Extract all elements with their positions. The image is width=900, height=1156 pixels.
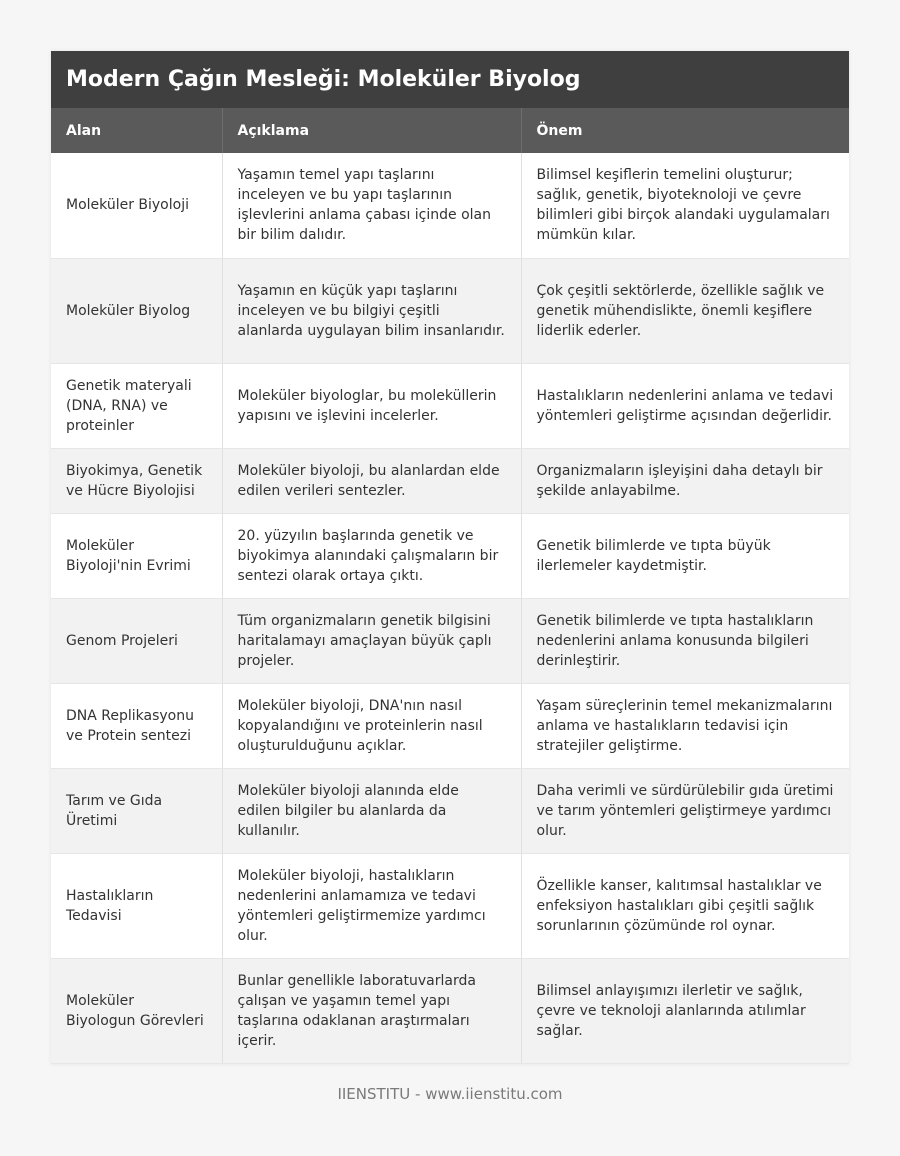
table-row	[51, 768, 849, 853]
cell-aciklama: 20. yüzyılın başlarında genetik ve biyokimya alanındaki çalışmaların bir sentezi olarak ortaya çıktı.	[222, 513, 521, 598]
cell-onem: Çok çeşitli sektörlerde, özellikle sağlık ve genetik mühendislikte, önemli keşiflere liderlik ederler.	[521, 258, 849, 363]
cell-onem: Genetik bilimlerde ve tıpta hastalıkların nedenlerini anlama konusunda bilgileri derinleştirir.	[521, 598, 849, 683]
cell-alan: Genetik materyali (DNA, RNA) ve proteinler	[51, 363, 222, 448]
cell-onem: Daha verimli ve sürdürülebilir gıda üretimi ve tarım yöntemleri geliştirmeye yardımcı olur.	[521, 768, 849, 853]
table-row	[51, 853, 849, 958]
page-title: Modern Çağın Mesleği: Moleküler Biyolog	[51, 51, 849, 108]
table-row	[51, 448, 849, 513]
table-row	[51, 363, 849, 448]
data-table	[51, 108, 849, 1064]
cell-alan: Moleküler Biyoloji'nin Evrimi	[51, 513, 222, 598]
cell-onem: Yaşam süreçlerinin temel mekanizmalarını anlama ve hastalıkların tedavisi için stratejiler geliştirme.	[521, 683, 849, 768]
column-header-aciklama: Açıklama	[222, 108, 521, 153]
footer-credit: IIENSTITU - www.iienstitu.com	[337, 1085, 563, 1103]
table-row	[51, 958, 849, 1063]
cell-alan: Genom Projeleri	[51, 598, 222, 683]
cell-alan: Biyokimya, Genetik ve Hücre Biyolojisi	[51, 448, 222, 513]
table-header	[51, 108, 849, 153]
cell-onem: Organizmaların işleyişini daha detaylı bir şekilde anlayabilme.	[521, 448, 849, 513]
header-row	[51, 108, 849, 153]
cell-aciklama: Moleküler biyoloji alanında elde edilen bilgiler bu alanlarda da kullanılır.	[222, 768, 521, 853]
cell-onem: Genetik bilimlerde ve tıpta büyük ilerlemeler kaydetmiştir.	[521, 513, 849, 598]
cell-aciklama: Tüm organizmaların genetik bilgisini haritalamayı amaçlayan büyük çaplı projeler.	[222, 598, 521, 683]
cell-aciklama: Moleküler biyoloji, bu alanlardan elde edilen verileri sentezler.	[222, 448, 521, 513]
cell-aciklama: Yaşamın en küçük yapı taşlarını inceleyen ve bu bilgiyi çeşitli alanlarda uygulayan bilim insanlarıdır.	[222, 258, 521, 363]
cell-alan: DNA Replikasyonu ve Protein sentezi	[51, 683, 222, 768]
cell-alan: Moleküler Biyologun Görevleri	[51, 958, 222, 1063]
cell-onem: Bilimsel anlayışımızı ilerletir ve sağlık, çevre ve teknoloji alanlarında atılımlar sağlar.	[521, 958, 849, 1063]
table-row	[51, 258, 849, 363]
cell-onem: Hastalıkların nedenlerini anlama ve tedavi yöntemleri geliştirme açısından değerlidir.	[521, 363, 849, 448]
cell-aciklama: Bunlar genellikle laboratuvarlarda çalışan ve yaşamın temel yapı taşlarına odaklanan araştırmaları içerir.	[222, 958, 521, 1063]
column-header-alan: Alan	[51, 108, 222, 153]
cell-alan: Moleküler Biyoloji	[51, 153, 222, 258]
table-row	[51, 513, 849, 598]
cell-aciklama: Moleküler biyoloji, DNA'nın nasıl kopyalandığını ve proteinlerin nasıl oluşturulduğunu açıklar.	[222, 683, 521, 768]
cell-alan: Hastalıkların Tedavisi	[51, 853, 222, 958]
cell-alan: Tarım ve Gıda Üretimi	[51, 768, 222, 853]
table-row	[51, 598, 849, 683]
table-card	[51, 51, 849, 1064]
column-header-onem: Önem	[521, 108, 849, 153]
cell-aciklama: Moleküler biyologlar, bu moleküllerin yapısını ve işlevini incelerler.	[222, 363, 521, 448]
table-body	[51, 153, 849, 1063]
cell-onem: Özellikle kanser, kalıtımsal hastalıklar ve enfeksiyon hastalıkları gibi çeşitli sağlık sorunlarının çözümünde rol oynar.	[521, 853, 849, 958]
cell-alan: Moleküler Biyolog	[51, 258, 222, 363]
cell-onem: Bilimsel keşiflerin temelini oluşturur; sağlık, genetik, biyoteknoloji ve çevre bilimleri gibi birçok alandaki uygulamaları mümkün kılar.	[521, 153, 849, 258]
cell-aciklama: Yaşamın temel yapı taşlarını inceleyen ve bu yapı taşlarının işlevlerini anlama çabası içinde olan bir bilim dalıdır.	[222, 153, 521, 258]
cell-aciklama: Moleküler biyoloji, hastalıkların nedenlerini anlamamıza ve tedavi yöntemleri geliştirmemize yardımcı olur.	[222, 853, 521, 958]
table-row	[51, 683, 849, 768]
table-row	[51, 153, 849, 258]
